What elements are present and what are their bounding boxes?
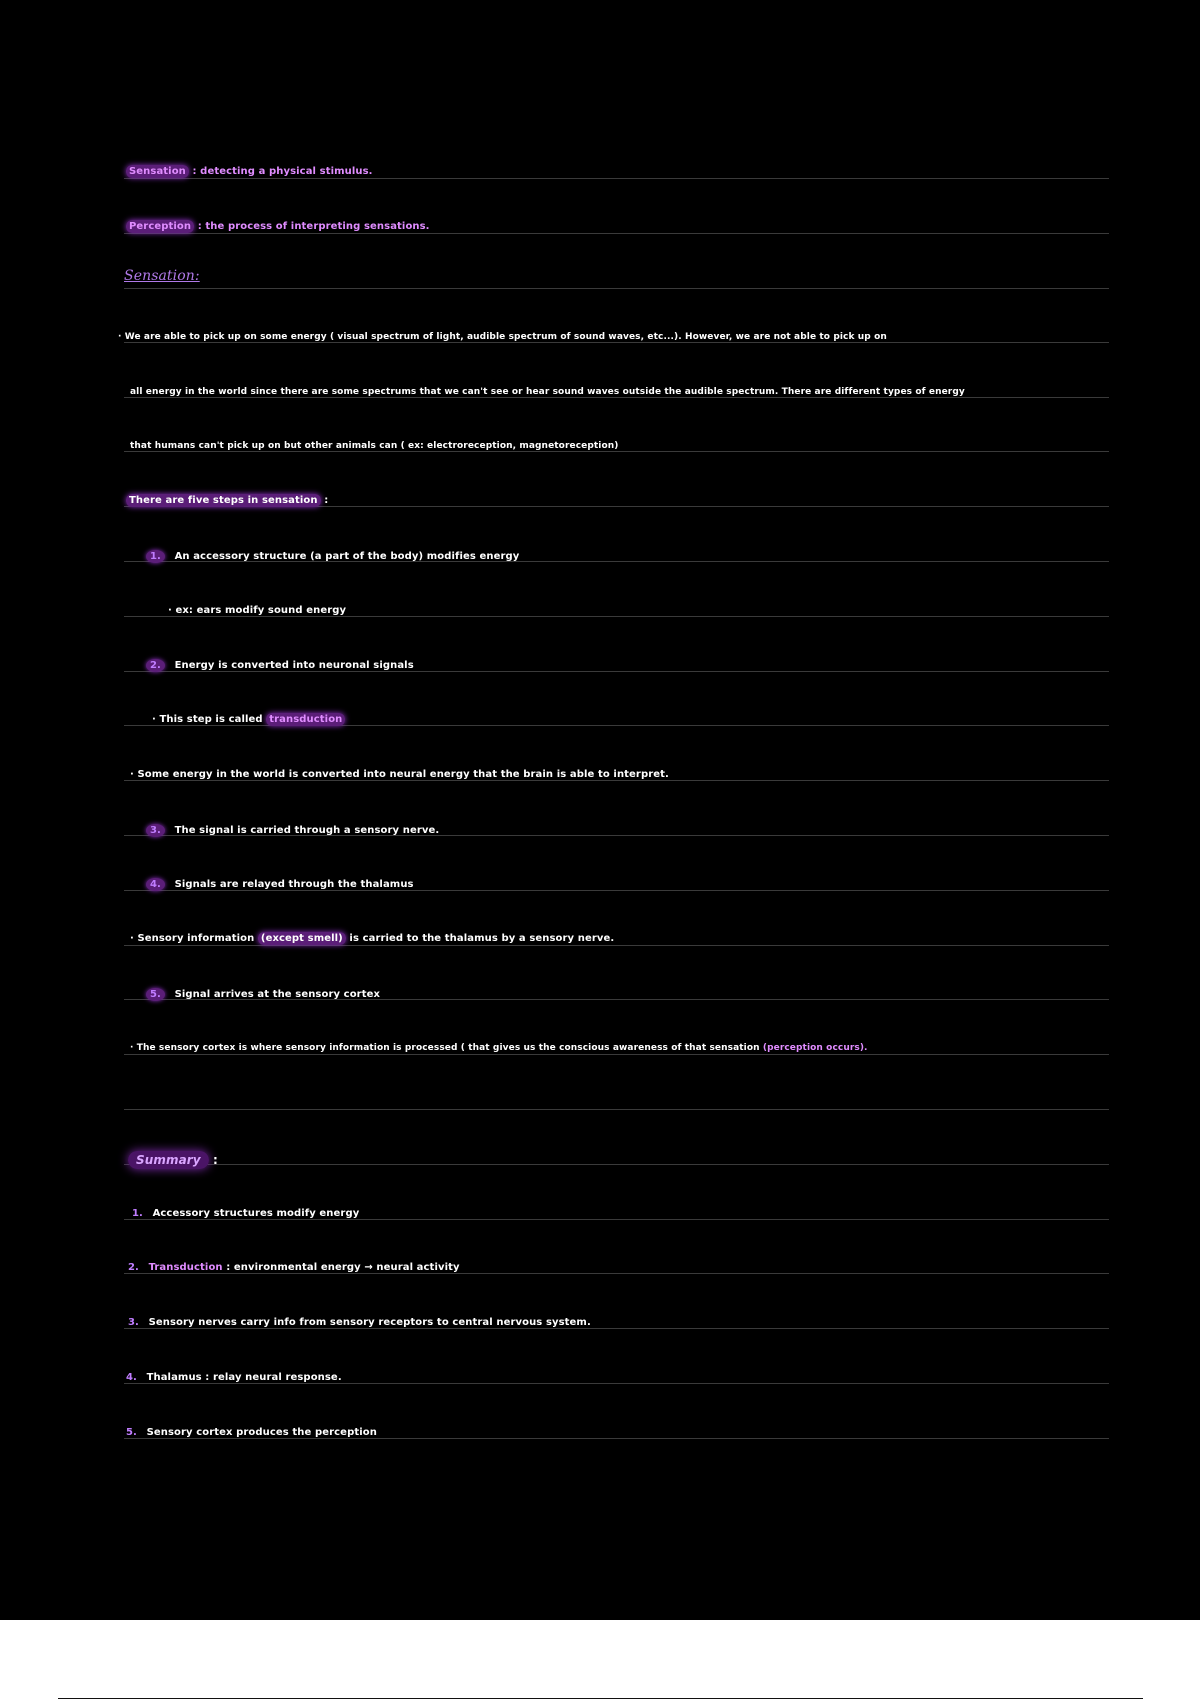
definition-sensation [126, 166, 373, 177]
ruled-line [124, 342, 1109, 343]
note-text: is carried to the thalamus by a sensory nerve. [349, 933, 615, 944]
step-5-note [130, 1043, 868, 1053]
summary-title-suffix: : [213, 1153, 218, 1167]
summary-title-text: Summary [128, 1151, 209, 1169]
step-text: Signals are relayed through the thalamus [174, 879, 414, 890]
summary-number: 4. [126, 1372, 137, 1383]
note-text: · Sensory information [130, 933, 255, 944]
ruled-line [124, 288, 1109, 289]
step-text: Signal arrives at the sensory cortex [174, 989, 381, 1000]
summary-item-3 [128, 1317, 591, 1328]
ruled-line [124, 1273, 1109, 1274]
summary-number: 1. [132, 1208, 143, 1219]
summary-text: Thalamus : relay neural response. [146, 1372, 342, 1383]
ruled-line [124, 1109, 1109, 1110]
summary-text: Sensory cortex produces the perception [146, 1427, 377, 1438]
term-perception: Perception [126, 220, 194, 233]
ruled-line [124, 397, 1109, 398]
step-1-example: · ex: ears modify sound energy [168, 605, 347, 616]
summary-item-1 [132, 1208, 359, 1219]
summary-item-5 [126, 1427, 377, 1438]
page-divider [58, 1698, 1143, 1699]
summary-number: 3. [128, 1317, 139, 1328]
ruled-line [124, 780, 1109, 781]
step-4 [146, 878, 414, 891]
note-text: · This step is called [152, 714, 263, 725]
step-5 [146, 988, 380, 1001]
ruled-line [124, 233, 1109, 234]
ruled-line [124, 451, 1109, 452]
section-heading: Sensation: [124, 268, 200, 284]
ruled-line [124, 178, 1109, 179]
step-1 [146, 550, 519, 563]
step-number: 4. [146, 878, 165, 891]
summary-term: Transduction [148, 1262, 223, 1273]
summary-text: Accessory structures modify energy [152, 1208, 360, 1219]
summary-number: 2. [128, 1262, 139, 1273]
step-number: 1. [146, 550, 165, 563]
note-highlight: (perception occurs). [762, 1043, 868, 1053]
term-sensation: Sensation [126, 165, 189, 178]
step-number: 2. [146, 659, 165, 672]
intro-line-1: · We are able to pick up on some energy ( visual spectrum of light, audible spectrum of sound waves, etc...). However, we are not able to pick up on [118, 332, 887, 342]
ruled-line [124, 1438, 1109, 1439]
ruled-line [124, 1219, 1109, 1220]
steps-title [126, 495, 328, 506]
ruled-line [124, 1383, 1109, 1384]
summary-text: : environmental energy → neural activity [226, 1262, 460, 1273]
note-text: · The sensory cortex is where sensory information is processed ( that gives us the conscious awareness of that sensation [130, 1043, 760, 1053]
summary-item-4 [126, 1372, 342, 1383]
step-3 [146, 824, 439, 837]
ruled-line [124, 945, 1109, 946]
step-number: 5. [146, 988, 165, 1001]
intro-line-3: that humans can't pick up on but other animals can ( ex: electroreception, magnetoreception) [130, 441, 619, 451]
definition-text: : the process of interpreting sensations. [197, 221, 430, 232]
summary-item-2 [128, 1262, 460, 1273]
definition-text: : detecting a physical stimulus. [192, 166, 373, 177]
steps-title-text: There are five steps in sensation [126, 494, 321, 507]
steps-title-suffix: : [324, 495, 329, 506]
term-transduction: transduction [266, 713, 345, 726]
note-highlight: (except smell) [258, 932, 346, 945]
intro-line-2: all energy in the world since there are some spectrums that we can't see or hear sound waves outside the audible spectrum. There are different types of energy [130, 387, 965, 397]
step-text: Energy is converted into neuronal signals [174, 660, 414, 671]
step-2-note [152, 714, 345, 725]
summary-number: 5. [126, 1427, 137, 1438]
step-2-detail: · Some energy in the world is converted into neural energy that the brain is able to interpret. [130, 769, 669, 780]
ruled-line [124, 1328, 1109, 1329]
ruled-line [124, 1054, 1109, 1055]
step-number: 3. [146, 824, 165, 837]
summary-title [128, 1153, 218, 1167]
definition-perception [126, 221, 430, 232]
step-text: An accessory structure (a part of the body) modifies energy [174, 551, 520, 562]
step-text: The signal is carried through a sensory nerve. [174, 825, 440, 836]
step-2 [146, 659, 414, 672]
step-4-note [130, 933, 614, 944]
ruled-line [124, 616, 1109, 617]
summary-text: Sensory nerves carry info from sensory receptors to central nervous system. [148, 1317, 591, 1328]
ruled-line [124, 1164, 1109, 1165]
